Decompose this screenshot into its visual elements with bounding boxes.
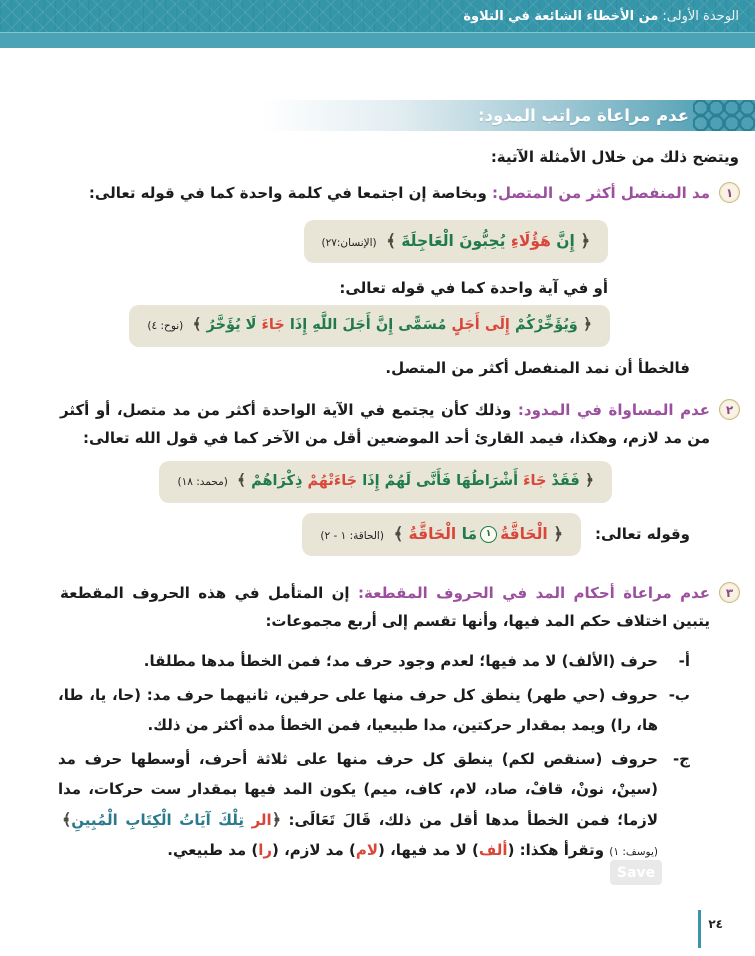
verse-box-insan-27: [304, 220, 609, 264]
text-segment: يكون المد فيها بمقدار ست حركات، مدا لازما؛ فمن الخطأ مدها أقل من ذلك، قَالَ تَعَالَى:: [58, 779, 658, 829]
verse-box-muhammad-18: [159, 461, 612, 503]
sub-item-b: [58, 680, 690, 740]
verse-segment: تِلْكَ آيَاتُ الْكِتَابِ الْمُبِينِ: [71, 810, 245, 829]
item-1-middle-text: أو في آية واحدة كما في قوله تعالى:: [339, 279, 608, 298]
ayah-end-marker: ١: [480, 526, 497, 543]
verse-segment: مَا: [456, 524, 478, 543]
verse-segment: لَا يُؤَخَّرُ: [201, 317, 257, 334]
geometric-pattern-icon: [693, 100, 755, 131]
verse-segment: يُحِبُّونَ الْعَاجِلَةَ: [395, 231, 506, 250]
verse-close-bracket: ﴾: [187, 315, 202, 334]
verse-segment: الْحَاقَّةُ: [403, 524, 457, 543]
quote-row: [0, 513, 690, 557]
emphasized-term: (حا، يا، طا، ها، را): [58, 685, 658, 734]
letter-name: را: [258, 841, 273, 860]
item-3-number-badge: ٣: [719, 582, 740, 603]
verse-reference: (الحاقة: ١ - ٢): [320, 529, 384, 542]
verse-segment: الْحَاقَّةُ: [500, 524, 548, 543]
text-segment: حروف: [605, 685, 658, 704]
sub-item-b-text: [58, 680, 658, 740]
item-2-heading: عدم المساواة في المدود:: [517, 401, 710, 420]
sub-item-a: [58, 646, 690, 676]
sub-item-c-text: [58, 744, 658, 866]
verse-segment: إِلَى أَجَلٍ: [446, 317, 510, 334]
verse-close-bracket: ﴾: [387, 523, 404, 543]
item-2: [60, 397, 740, 453]
quote-label: وقوله تعالى:: [594, 525, 690, 544]
verse-segment: ذِكْرَاهُمْ: [246, 472, 303, 489]
verse-open-bracket: ﴿: [574, 230, 590, 250]
verse-open-bracket: ﴿: [271, 809, 281, 829]
item-3-heading: عدم مراعاة أحكام المد في الحروف المقطعة:: [357, 584, 710, 603]
emphasized-term: (حي طهر): [526, 685, 606, 704]
sub-item-a-text: [58, 646, 658, 676]
item-3-text: [60, 580, 710, 636]
item-1-text: [60, 180, 710, 208]
verse-segment: إِنَّ: [550, 231, 575, 250]
verse-close-bracket: ﴾: [380, 230, 396, 250]
verse-box-haqqah-1-2: [302, 513, 581, 557]
verse-close-bracket: ﴾: [62, 809, 72, 829]
item-1-number-badge: ١: [719, 182, 740, 203]
item-1-lead: وبخاصة إن اجتمعا في كلمة واحدة كما في قوله تعالى:: [88, 184, 493, 202]
letter-name: ألف: [478, 841, 508, 860]
item-3: [60, 580, 740, 636]
verse-segment: أَشْرَاطُهَا فَأَنَّى لَهُمْ إِذَا: [357, 472, 519, 489]
item-1: [60, 180, 740, 208]
verse-reference: (الإنسان:٢٧): [321, 236, 377, 249]
verse-reference: (محمد: ١٨): [177, 475, 228, 488]
emphasized-term: (سنقص لكم): [501, 749, 603, 768]
unit-header-band: [0, 0, 755, 32]
emphasized-term: (الألف): [561, 651, 616, 670]
verse-segment: فَقَدْ: [546, 472, 580, 489]
text-segment: ) مد لازم، (: [272, 841, 356, 860]
page-number: ٢٤: [708, 917, 723, 931]
text-segment: ) مد طبيعي.: [167, 841, 259, 860]
text-segment: ينطق كل حرف منها على ثلاثة أحرف، أوسطها حرف مد: [58, 749, 502, 768]
header-divider-band: [0, 32, 755, 48]
verse-segment: وَيُؤَخِّرْكُمْ: [509, 317, 578, 334]
section-heading-bar: [260, 100, 755, 131]
verse-segment: جَاءَ: [256, 317, 285, 334]
text-segment: ينطق كل حرف منها على حرفين، ثانيهما حرف مد:: [141, 685, 527, 704]
verse-box-nuh-4: [129, 305, 610, 347]
verse-close-bracket: ﴾: [231, 470, 247, 489]
text-segment: ) لا مد فيها، (: [378, 841, 479, 860]
item-1-conclusion: فالخطأ أن نمد المنفصل أكثر من المتصل.: [385, 359, 690, 378]
text-segment: وتقرأ هكذا: (: [507, 841, 610, 860]
verse-open-bracket: ﴿: [547, 523, 563, 543]
verse-segment: هَؤُلَاءِ: [505, 231, 551, 250]
verse-reference: (يوسف: ١): [609, 846, 658, 859]
save-button[interactable]: Save: [610, 860, 662, 885]
verse-reference: (نوح: ٤): [147, 320, 184, 333]
page-content: [0, 48, 755, 865]
item-2-number-badge: ٢: [719, 399, 740, 420]
page-number-rule: [698, 910, 701, 948]
text-segment: ويمد بمقدار حركتين، مدا طبيعيا، فمن الخطأ مده أكثر من ذلك.: [147, 715, 611, 734]
sub-item-a-prefix: أ-: [678, 651, 690, 670]
intro-text: ويتضح ذلك من خلال الأمثلة الآتية:: [490, 148, 739, 166]
text-segment: لا مد فيها؛ لعدم وجود حرف مد؛ فمن الخطأ مدها مطلقا.: [143, 651, 562, 670]
verse-segment: جَاءَتْهُمْ: [302, 472, 358, 489]
verse-segment: مُسَمًّى إِنَّ أَجَلَ اللَّهِ إِذَا: [284, 317, 447, 334]
text-segment: حروف: [602, 749, 658, 768]
page-number-block: [698, 910, 723, 948]
letter-name: لام: [355, 841, 379, 860]
verse-open-bracket: ﴿: [579, 470, 594, 489]
sub-item-b-prefix: ب-: [668, 685, 690, 704]
sub-item-c: [58, 744, 690, 866]
unit-label: الوحدة الأولى:: [662, 8, 739, 24]
verse-segment: الر: [244, 810, 272, 829]
item-3-lead: إن المتأمل في هذه الحروف المقطعة يتبين اختلاف حكم المد فيها، وأنها تقسم إلى أربع مجموعات:: [60, 584, 710, 631]
unit-title: من الأخطاء الشائعة في التلاوة: [463, 8, 659, 24]
verse-open-bracket: ﴿: [577, 315, 592, 334]
sub-item-c-prefix: ج-: [672, 749, 690, 768]
verse-segment: جَاءَ: [518, 472, 547, 489]
item-2-text: [60, 397, 710, 453]
emphasized-term: (سينْ، نونْ، قافْ، صاد، لام، كاف، ميم): [363, 779, 659, 798]
text-segment: حرف: [615, 651, 658, 670]
section-title: عدم مراعاة مراتب المدود:: [477, 106, 689, 125]
item-2-lead: وذلك كأن يجتمع في الآية الواحدة أكثر من مد متصل، أو أكثر من مد لازم، وهكذا، فيمد القارئ أحد الموضعين أقل من الآخر كما في قول الله تعالى:: [60, 401, 710, 448]
item-1-heading: مد المنفصل أكثر من المتصل:: [492, 184, 710, 202]
